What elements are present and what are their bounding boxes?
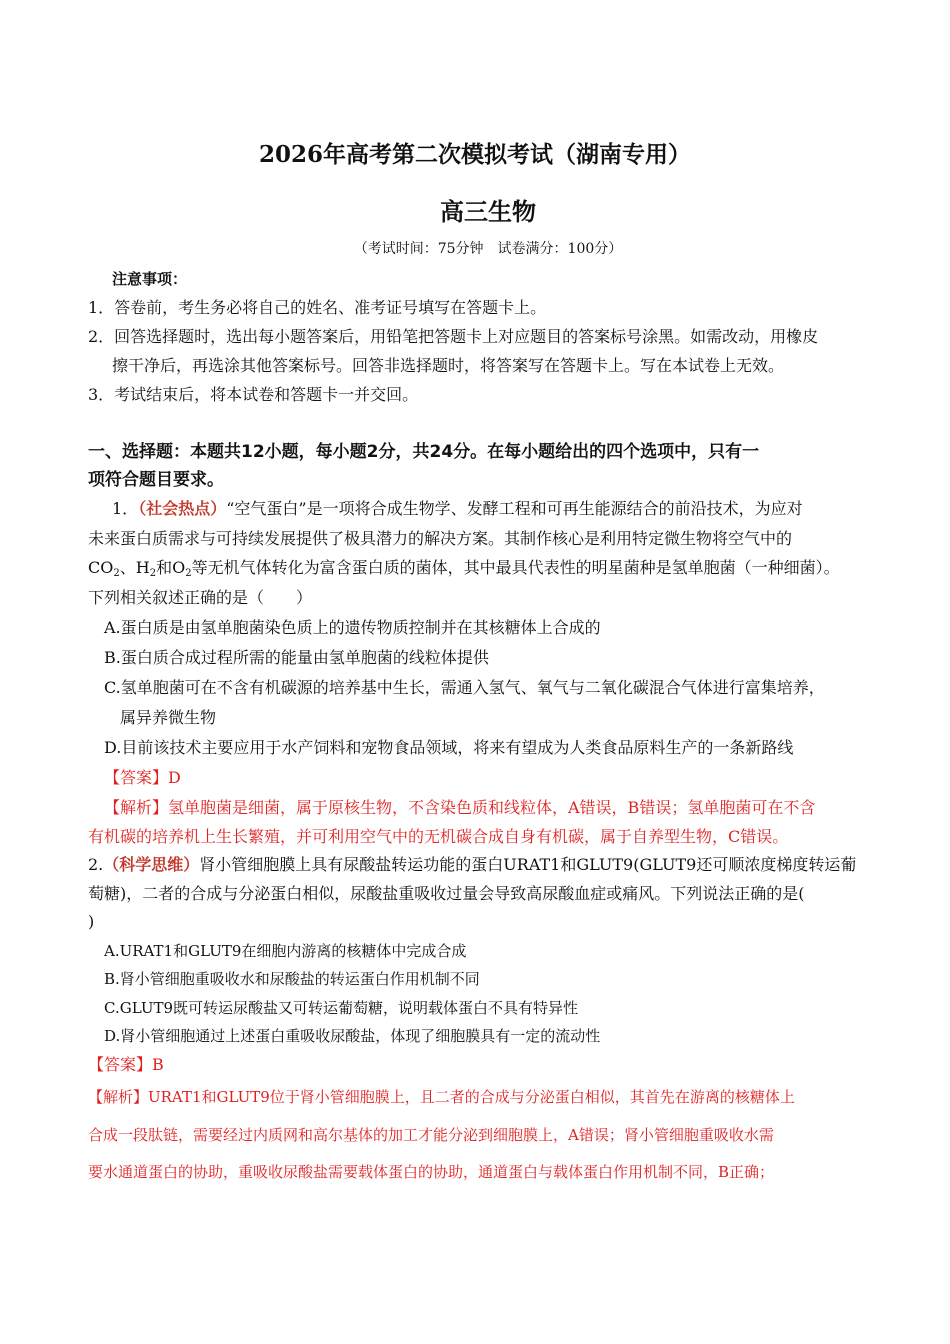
q1-option-c-cont: 属异养微生物 — [120, 708, 217, 727]
q2-option-d: D.肾小管细胞通过上述蛋白重吸收尿酸盐，体现了细胞膜具有一定的流动性 — [104, 1027, 601, 1045]
q1-option-c: C.氢单胞菌可在不含有机碳源的培养基中生长，需通入氢气、氧气与二氧化碳混合气体进行富集培养， — [104, 678, 825, 697]
section-heading-cont: 项符合题目要求。 — [88, 470, 224, 490]
q2-analysis-cont1: 合成一段肽链，需要经过内质网和高尔基体的加工才能分泌到细胞膜上，A错误；肾小管细胞重吸收水需 — [88, 1126, 774, 1144]
q2-number: 2. — [88, 855, 104, 874]
notice-item-3: 3．考试结束后，将本试卷和答题卡一并交回。 — [88, 385, 419, 404]
q1-option-a: A.蛋白质是由氢单胞菌染色质上的遗传物质控制并在其核糖体上合成的 — [104, 618, 601, 637]
notice-item-2-cont: 擦干净后，再选涂其他答案标号。回答非选择题时，将答案写在答题卡上。写在本试卷上无效。 — [112, 356, 785, 375]
exam-meta: （考试时间：75分钟 试卷满分：100分） — [353, 241, 623, 257]
h-text: 、H — [119, 558, 150, 577]
q1-option-d: D.目前该技术主要应用于水产饲料和宠物食品领域，将来有望成为人类食品原料生产的一条新路线 — [104, 738, 794, 757]
co-subscript: 2 — [113, 568, 120, 579]
q1-stem-text: “空气蛋白”是一项将合成生物学、发酵工程和可再生能源结合的前沿技术，为应对 — [226, 499, 803, 518]
q1-tag: （社会热点） — [138, 499, 227, 518]
q1-stem-line3-rest: 等无机气体转化为富含蛋白质的菌体，其中最具代表性的明星菌种是氢单胞菌（一种细菌）。 — [191, 558, 840, 577]
section-heading: 一、选择题：本题共12小题，每小题2分，共24分。在每小题给出的四个选项中，只有一 — [88, 442, 760, 462]
q2-analysis-cont2: 要水通道蛋白的协助，重吸收尿酸盐需要载体蛋白的协助，通道蛋白与载体蛋白作用机制不同，B正确； — [88, 1163, 775, 1181]
notice-item-2: 2．回答选择题时，选出每小题答案后，用铅笔把答题卡上对应题目的答案标号涂黑。如需改动，用橡皮 — [88, 327, 819, 346]
q2-option-c: C.GLUT9既可转运尿酸盐又可转运葡萄糖，说明载体蛋白不具有特异性 — [104, 999, 579, 1017]
exam-title: 2026年高考第二次模拟考试（湖南专用） — [258, 141, 691, 168]
q1-analysis-cont: 有机碳的培养机上生长繁殖，并可利用空气中的无机碳合成自身有机碳，属于自养型生物，C错误。 — [88, 827, 789, 846]
q2-option-a: A.URAT1和GLUT9在细胞内游离的核糖体中完成合成 — [104, 942, 467, 960]
subject-title: 高三生物 — [440, 197, 536, 226]
q2-stem-line1 — [88, 854, 856, 876]
h-subscript: 2 — [149, 568, 157, 579]
q2-option-b: B.肾小管细胞重吸收水和尿酸盐的转运蛋白作用机制不同 — [104, 970, 480, 988]
q2-stem-line3: ) — [88, 912, 95, 931]
q1-stem-line2: 未来蛋白质需求与可持续发展提供了极具潜力的解决方案。其制作核心是利用特定微生物将空气中的 — [88, 529, 793, 548]
q1-stem-line4: 下列相关叙述正确的是（ ） — [88, 588, 313, 607]
q1-analysis: 【解析】氢单胞菌是细菌，属于原核生物，不含染色质和线粒体，A错误，B错误；氢单胞菌可在不含 — [104, 798, 816, 817]
o-subscript: 2 — [185, 568, 192, 579]
q1-answer: 【答案】D — [104, 768, 181, 787]
q1-option-b: B.蛋白质合成过程所需的能量由氢单胞菌的线粒体提供 — [104, 648, 489, 667]
q1-stem-line1 — [112, 498, 803, 520]
notice-heading: 注意事项： — [112, 270, 188, 288]
notice-item-1: 1．答卷前，考生务必将自己的姓名、准考证号填写在答题卡上。 — [88, 298, 547, 317]
co-text: CO — [88, 558, 114, 577]
q2-stem-text: 肾小管细胞膜上具有尿酸盐转运功能的蛋白URAT1和GLUT9(GLUT9还可顺浓度梯度转运葡 — [199, 855, 857, 874]
q1-stem-line3 — [88, 557, 840, 579]
q2-tag: （科学思维） — [103, 855, 200, 874]
o-text: 和O — [156, 558, 186, 577]
q2-analysis: 【解析】URAT1和GLUT9位于肾小管细胞膜上，且二者的合成与分泌蛋白相似，其首先在游离的核糖体上 — [88, 1088, 795, 1106]
q2-answer: 【答案】B — [88, 1055, 164, 1074]
q2-stem-line2: 萄糖)，二者的合成与分泌蛋白相似，尿酸盐重吸收过量会导致高尿酸血症或痛风。下列说法正确的是( — [88, 884, 805, 903]
q1-number: 1． — [112, 499, 139, 518]
